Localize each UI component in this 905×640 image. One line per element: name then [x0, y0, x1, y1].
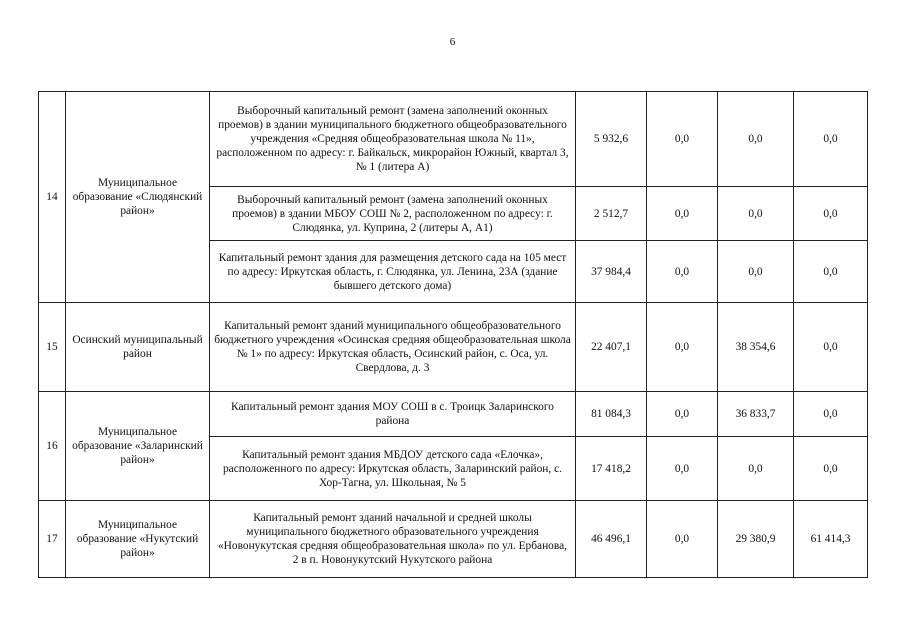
value-cell: 17 418,2 — [576, 437, 647, 501]
value-cell: 37 984,4 — [576, 241, 647, 303]
municipality-name: Муниципальное образование «Слюдянский район» — [66, 92, 210, 303]
table-row — [39, 501, 868, 578]
project-description: Капитальный ремонт зданий начальной и средней школы муниципального бюджетного образовательного учреждения «Новонукутская средняя общеобразовательная школа» по ул. Ербанова, 2 в п. Новонукутский Нукутского района — [210, 501, 576, 578]
table-row — [39, 92, 868, 187]
value-cell: 0,0 — [794, 437, 868, 501]
value-cell: 5 932,6 — [576, 92, 647, 187]
row-number: 15 — [39, 303, 66, 392]
value-cell: 81 084,3 — [576, 392, 647, 437]
value-cell: 0,0 — [794, 92, 868, 187]
table-row — [39, 303, 868, 392]
municipality-name: Муниципальное образование «Заларинский район» — [66, 392, 210, 501]
value-cell: 22 407,1 — [576, 303, 647, 392]
value-cell: 0,0 — [794, 187, 868, 241]
value-cell: 46 496,1 — [576, 501, 647, 578]
value-cell: 0,0 — [647, 392, 718, 437]
project-description: Капитальный ремонт здания МБДОУ детского сада «Елочка», расположенного по адресу: Иркутская область, Заларинский район, с. Хор-Тагна, ул. Школьная, № 5 — [210, 437, 576, 501]
project-description: Выборочный капитальный ремонт (замена заполнений оконных проемов) в здании МБОУ СОШ № 2, расположенном по адресу: г. Слюдянка, ул. Куприна, 2 (литеры А, А1) — [210, 187, 576, 241]
municipality-name: Муниципальное образование «Нукутский район» — [66, 501, 210, 578]
table-row — [39, 392, 868, 437]
row-number: 16 — [39, 392, 66, 501]
value-cell: 0,0 — [647, 187, 718, 241]
project-description: Капитальный ремонт здания для размещения детского сада на 105 мест по адресу: Иркутская область, г. Слюдянка, ул. Ленина, 23А (здание бывшего детского дома) — [210, 241, 576, 303]
value-cell: 0,0 — [647, 92, 718, 187]
value-cell: 0,0 — [794, 303, 868, 392]
value-cell: 0,0 — [647, 241, 718, 303]
value-cell: 36 833,7 — [718, 392, 794, 437]
value-cell: 2 512,7 — [576, 187, 647, 241]
value-cell: 0,0 — [718, 241, 794, 303]
value-cell: 0,0 — [647, 501, 718, 578]
value-cell: 0,0 — [718, 187, 794, 241]
value-cell: 0,0 — [794, 392, 868, 437]
value-cell: 0,0 — [718, 437, 794, 501]
row-number: 14 — [39, 92, 66, 303]
project-description: Капитальный ремонт здания МОУ СОШ в с. Троицк Заларинского района — [210, 392, 576, 437]
row-number: 17 — [39, 501, 66, 578]
page-number: 6 — [449, 36, 456, 48]
value-cell: 0,0 — [647, 303, 718, 392]
municipality-name: Осинский муниципальный район — [66, 303, 210, 392]
value-cell: 61 414,3 — [794, 501, 868, 578]
value-cell: 0,0 — [647, 437, 718, 501]
value-cell: 29 380,9 — [718, 501, 794, 578]
program-table — [38, 91, 868, 578]
project-description: Капитальный ремонт зданий муниципального общеобразовательного бюджетного учреждения «Осинская средняя общеобразовательная школа № 1» по адресу: Иркутская область, Осинский район, с. Оса, ул. Свердлова, д. 3 — [210, 303, 576, 392]
value-cell: 0,0 — [718, 92, 794, 187]
value-cell: 0,0 — [794, 241, 868, 303]
value-cell: 38 354,6 — [718, 303, 794, 392]
project-description: Выборочный капитальный ремонт (замена заполнений оконных проемов) в здании муниципального бюджетного общеобразовательного учреждения «Средняя общеобразовательная школа № 11», расположенном по адресу: г. Байкальск, микрорайон Южный, квартал 3, № 1 (литера А) — [210, 92, 576, 187]
